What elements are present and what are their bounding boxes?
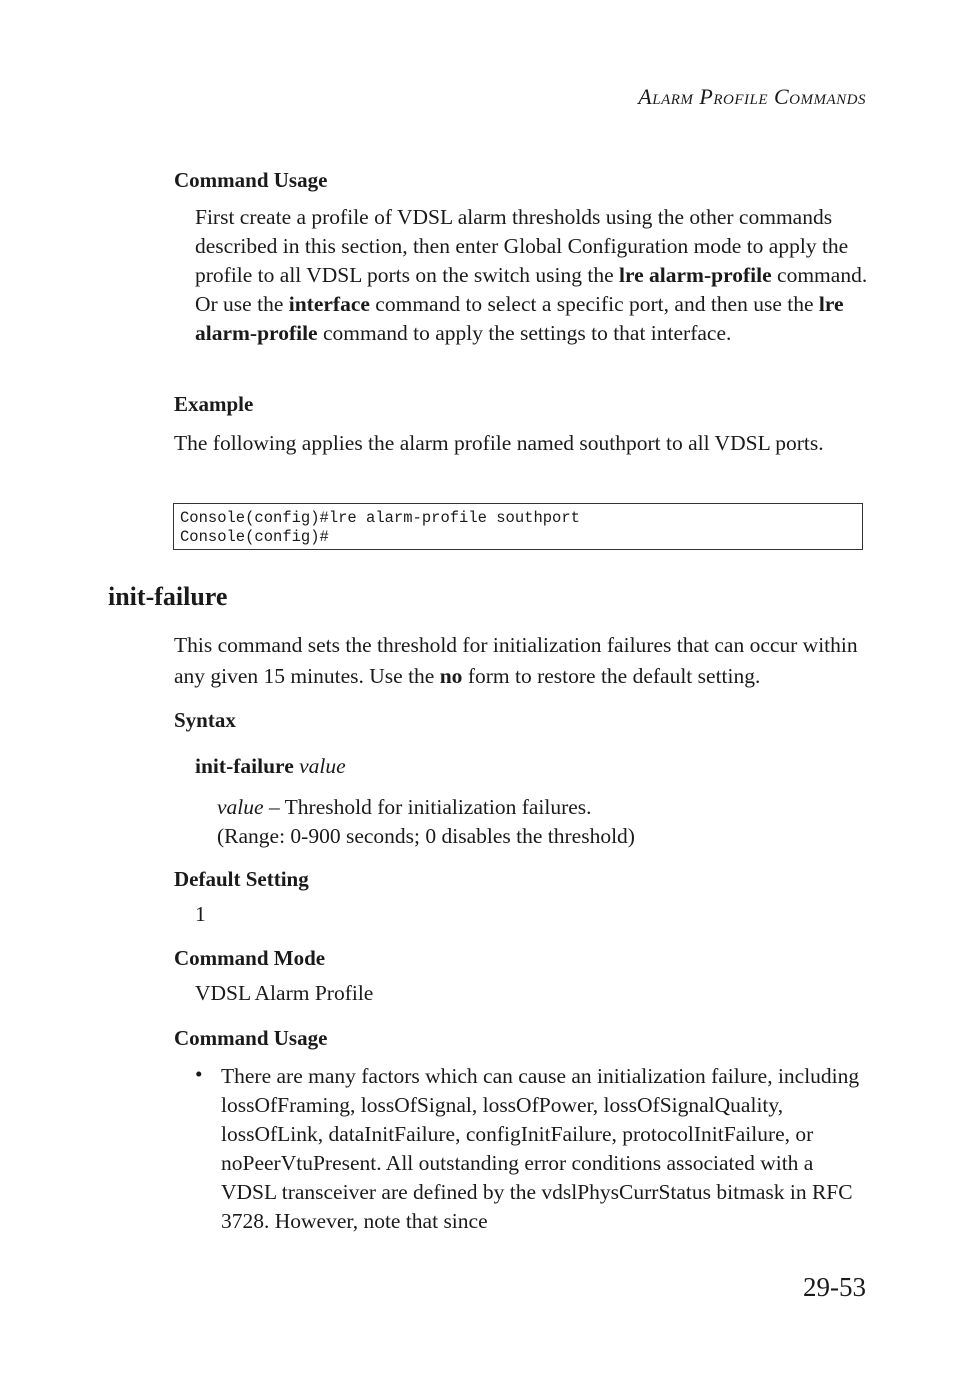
usage-text-segment: lre alarm-profile (619, 263, 772, 287)
section-title: init-failure (108, 582, 228, 611)
param-desc: – Threshold for initialization failures. (263, 795, 592, 819)
syntax-arg: value (299, 754, 346, 778)
bullet-marker: • (195, 1062, 203, 1086)
code-line-1: Console(config)#lre alarm-profile southport (180, 509, 580, 527)
example-text: The following applies the alarm profile named southport to all VDSL ports. (174, 431, 824, 455)
parameter-description (217, 793, 635, 851)
bullet-text: There are many factors which can cause an initialization failure, including lossOfFraming, lossOfSignal, lossOfPower, lossOfSignalQuality, lossOfLink, dataInitFailure, configInitFailure, protocolInitFailure, or noPeerVtuPresent. All outstanding error conditions associated with a VDSL transceiver are defined by the vdslPhysCurrStatus bitmask in RFC 3728. However, note that since (221, 1064, 860, 1233)
usage-text-segment: command to apply the settings to that interface. (317, 321, 732, 345)
param-name: value (217, 795, 264, 819)
page-number: 29-53 (803, 1272, 866, 1302)
command-usage-text-1 (195, 203, 875, 348)
desc-bold: no (439, 664, 463, 688)
syntax-keyword: init-failure (195, 754, 294, 778)
syntax-line (195, 754, 346, 779)
desc-pre: This command sets the threshold for initialization failures that can occur within any given 15 minutes. Use the (174, 633, 858, 688)
command-description (174, 630, 874, 692)
usage-text-segment: command to select a specific port, and then use the (369, 292, 819, 316)
desc-post: form to restore the default setting. (462, 664, 761, 688)
usage-text-segment: interface (288, 292, 370, 316)
default-setting-heading: Default Setting (174, 867, 309, 891)
syntax-heading: Syntax (174, 708, 236, 732)
code-block (173, 503, 863, 550)
usage-text-segment: First create a profile of VDSL alarm thresholds using the other commands described in this section, then enter Global Configuration mode to apply the profile to all VDSL ports on the switch using the (195, 205, 849, 287)
running-head: Alarm Profile Commands (638, 84, 866, 109)
command-mode-heading: Command Mode (174, 946, 326, 970)
usage-text-segment: lre alarm-profile (195, 292, 844, 345)
usage-text-segment: command. Or use the (195, 263, 868, 316)
code-line-2: Console(config)# (180, 528, 329, 546)
command-mode-value: VDSL Alarm Profile (195, 981, 374, 1005)
command-usage-heading-2: Command Usage (174, 1026, 328, 1050)
example-heading: Example (174, 392, 254, 416)
command-usage-heading-1: Command Usage (174, 168, 328, 192)
param-range: (Range: 0-900 seconds; 0 disables the threshold) (217, 824, 635, 848)
default-setting-value: 1 (195, 902, 206, 926)
